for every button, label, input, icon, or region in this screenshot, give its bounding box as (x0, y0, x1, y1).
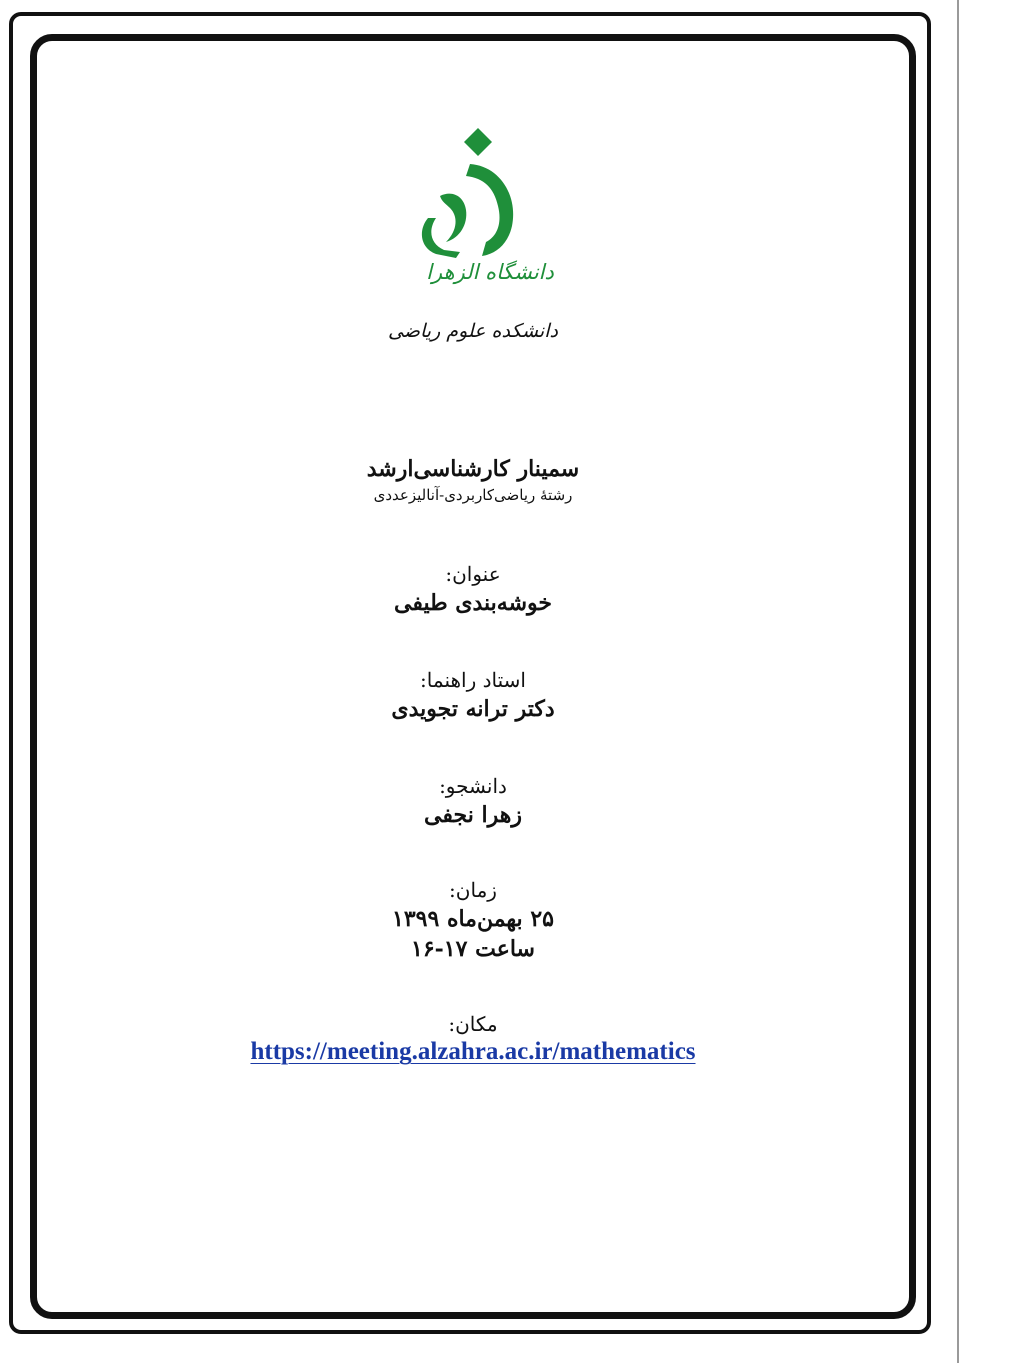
advisor-section (30, 666, 916, 724)
time-section (30, 876, 916, 964)
advisor-value: دکتر ترانه تجویدی (391, 696, 555, 722)
meeting-link[interactable]: https://meeting.alzahra.ac.ir/mathematics (250, 1038, 696, 1065)
logo-wordmark: دانشگاه الزهرا (426, 260, 554, 284)
page-edge-rule (957, 0, 959, 1363)
student-value: زهرا نجفی (424, 802, 522, 828)
time-label: زمان: (449, 878, 497, 902)
poster-content (30, 34, 916, 1319)
seminar-field: رشتهٔ ریاضی‌کاربردی-آنالیزعددی (373, 486, 573, 504)
place-section (30, 1010, 916, 1066)
seminar-heading (30, 454, 916, 506)
topic-value: خوشه‌بندی طیفی (394, 590, 552, 616)
time-date: ۲۵ بهمن‌ماه ۱۳۹۹ (392, 906, 554, 932)
topic-label: عنوان: (445, 562, 501, 586)
place-label: مکان: (448, 1012, 498, 1036)
seminar-title: سمینار کارشناسی‌ارشد (366, 456, 580, 482)
topic-section (30, 560, 916, 618)
student-label: دانشجو: (439, 774, 507, 798)
student-section (30, 772, 916, 830)
time-hours: ساعت ۱۷-۱۶ (411, 936, 535, 962)
faculty-name: دانشکده علوم ریاضی (388, 320, 558, 342)
advisor-label: استاد راهنما: (420, 668, 526, 692)
university-logo (400, 126, 580, 286)
